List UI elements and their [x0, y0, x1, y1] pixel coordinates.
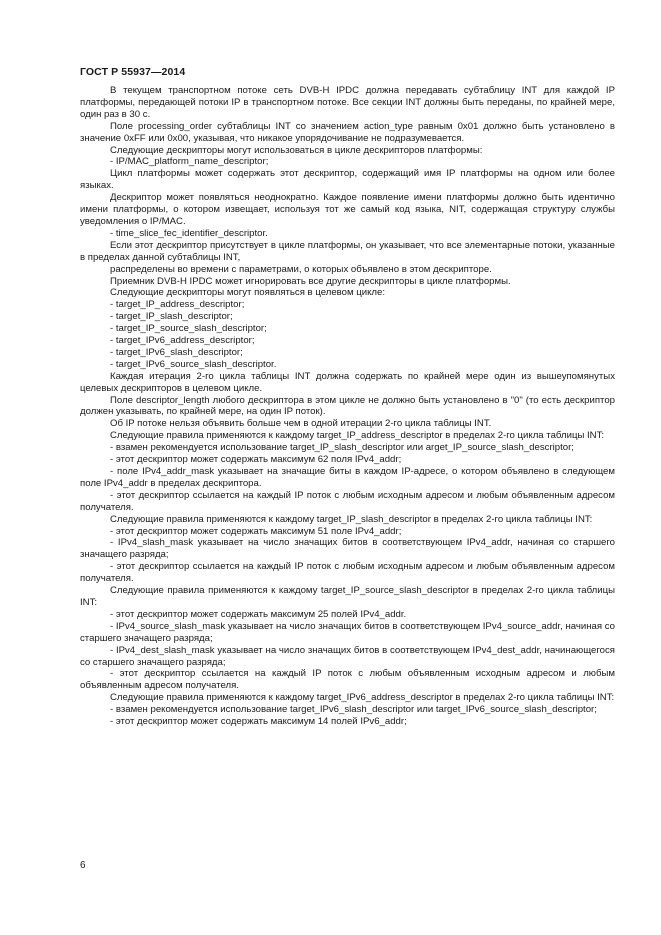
list-item: - IPv4_dest_slash_mask указывает на число значащих битов в соответствующем IPv4_dest_addr, начинающегося со старшего значащего разряда; — [80, 644, 615, 668]
paragraph: Цикл платформы может содержать этот дескриптор, содержащий имя IP платформы на одном или более языках. — [80, 168, 615, 192]
paragraph: Следующие правила применяются к каждому target_IP_source_slash_descriptor в пределах 2-го цикла таблицы INT: — [80, 585, 615, 608]
paragraph: распределены во времени с параметрами, о которых объявлено в этом дескрипторе. — [110, 263, 492, 275]
list-item: - target_IPv6_address_descriptor; — [110, 335, 255, 347]
document-header: ГОСТ Р 55937—2014 — [80, 66, 186, 78]
paragraph: Поле descriptor_length любого дескриптора в этом цикле не должно быть установлено в "0" (то есть дескриптор должен указывать, по крайней мере, на один IP поток). — [80, 394, 615, 418]
list-item: - этот дескриптор ссылается на каждый IP поток с любым объявленным исходным адресом и любым объявленным адресом получателя. — [80, 668, 615, 692]
document-body — [80, 85, 615, 728]
list-item: - поле IPv4_addr_mask указывает на значащие биты в каждом IP-адресе, о котором объявлено в следующем поле IPv4_addr в пределах дескриптора. — [80, 466, 615, 489]
list-item: - IPv4_source_slash_mask указывает на число значащих битов в соответствующем IPv4_source_addr, начиная со старшего значащего разряда; — [80, 620, 615, 644]
list-item: - target_IP_source_slash_descriptor; — [110, 323, 267, 335]
page-number: 6 — [80, 860, 86, 871]
list-item: - взамен рекомендуется использование target_IPv6_slash_descriptor или target_IPv6_source_slash_descriptor; — [110, 704, 597, 716]
list-item: - target_IPv6_slash_descriptor; — [110, 346, 243, 358]
list-item: - этот дескриптор может содержать максимум 62 поля IPv4_addr; — [110, 454, 402, 466]
paragraph: Если этот дескриптор присутствует в цикле платформы, он указывает, что все элементарные потоки, указанные в пределах данной субтаблицы INT, — [80, 239, 615, 263]
paragraph: Поле processing_order субтаблицы INT со значением action_type равным 0x01 должно быть установлено в значение 0xFF или 0x00, указывая, что никакое упорядочивание не подразумевается. — [80, 120, 615, 144]
list-item: - этот дескриптор ссылается на каждый IP поток с любым исходным адресом и любым объявленным адресом получателя. — [80, 561, 615, 585]
list-item: - IP/MAC_platform_name_descriptor; — [110, 156, 269, 168]
paragraph: Об IP потоке нельзя объявить больше чем в одной итерации 2-го цикла таблицы INT. — [110, 418, 492, 430]
paragraph: Следующие правила применяются к каждому target_IPv6_address_descriptor в пределах 2-го цикла таблицы INT: — [110, 692, 615, 704]
paragraph: Дескриптор может появляться неоднократно. Каждое появление имени платформы должно быть идентично имени платформы, о котором извещает, используя тот же самый код языка, NIT, содержащая структуру службы уведомления о IP/MAC. — [80, 192, 615, 227]
list-item: - target_IPv6_source_slash_descriptor. — [110, 358, 277, 370]
list-item: - этот дескриптор может содержать максимум 51 поле IPv4_addr; — [110, 525, 402, 537]
paragraph: В текущем транспортном потоке сеть DVB-H IPDC должна передавать субтаблицу INT для каждой IP платформы, передающей потоки IP в транспортном потоке. Все секции INT должны быть переданы, по крайней мере, один раз в 30 с. — [80, 85, 615, 120]
list-item: - взамен рекомендуется использование target_IP_slash_descriptor или arget_IP_source_slash_descriptor; — [110, 442, 574, 454]
list-item: - target_IP_address_descriptor; — [110, 299, 245, 311]
list-item: - IPv4_slash_mask указывает на число значащих битов в соответствующем IPv4_addr, начиная со старшего значащего разряда; — [80, 537, 615, 561]
paragraph: Следующие правила применяются к каждому target_IP_slash_descriptor в пределах 2-го цикла таблицы INT: — [110, 513, 593, 525]
list-item: - target_IP_slash_descriptor; — [110, 311, 233, 323]
list-item: - этот дескриптор может содержать максимум 25 полей IPv4_addr. — [110, 608, 407, 620]
paragraph: Следующие дескрипторы могут использоваться в цикле дескрипторов платформы: — [110, 144, 483, 156]
list-item: - этот дескриптор ссылается на каждый IP поток с любым исходным адресом и любым объявленным адресом получателя. — [80, 489, 615, 513]
paragraph: Каждая итерация 2-го цикла таблицы INT должна содержать по крайней мере один из вышеупомянутых целевых дескрипторов в целевом цикле. — [80, 370, 615, 394]
paragraph: Следующие дескрипторы могут появляться в целевом цикле: — [110, 287, 386, 299]
list-item: - этот дескриптор может содержать максимум 14 полей IPv6_addr; — [110, 716, 407, 728]
paragraph: Приемник DVB-H IPDC может игнорировать все другие дескрипторы в цикле платформы. — [110, 275, 511, 287]
list-item: - time_slice_fec_identifier_descriptor. — [110, 227, 268, 239]
paragraph: Следующие правила применяются к каждому target_IP_address_descriptor в пределах 2-го цикла таблицы INT: — [110, 430, 605, 442]
